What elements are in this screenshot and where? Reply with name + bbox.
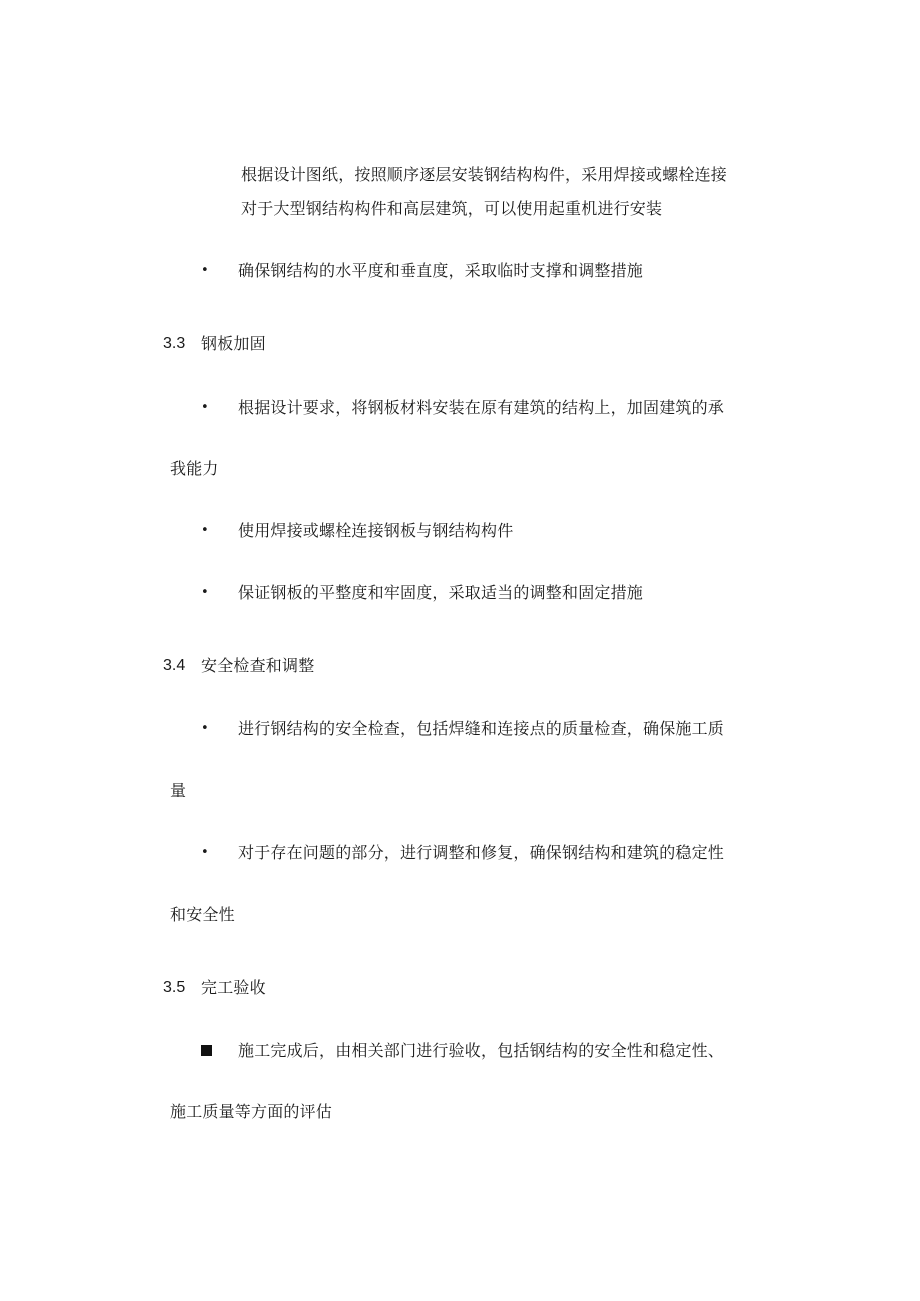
section-3-3-number: 3.3 [163, 335, 186, 352]
bullet-marker: • [201, 845, 209, 860]
bullet-marker: • [201, 721, 209, 736]
bullet-marker: • [201, 523, 209, 538]
section-3-5-title: 完工验收 [201, 978, 266, 997]
section-3-3-bullet-3: 保证钢板的平整度和牢固度，采取适当的调整和固定措施 [238, 583, 644, 602]
bullet-marker: • [201, 585, 209, 600]
section-3-4-bullet-1-line-1: 进行钢结构的安全检查，包括焊缝和连接点的质量检查，确保施工质 [238, 719, 725, 738]
section-3-4-bullet-1-line-2: 量 [170, 781, 187, 800]
section-3-3-title: 钢板加固 [201, 334, 266, 353]
intro-line-2: 对于大型钢结构构件和高层建筑，可以使用起重机进行安装 [241, 199, 663, 218]
section-3-5-bullet-1-line-1: 施工完成后，由相关部门进行验收，包括钢结构的安全性和稳定性、 [238, 1041, 725, 1060]
square-bullet-icon [201, 1045, 212, 1056]
section-3-5-number: 3.5 [163, 979, 186, 996]
bullet-text-level: 确保钢结构的水平度和垂直度，采取临时支撑和调整措施 [238, 261, 644, 280]
section-3-4-title: 安全检查和调整 [201, 656, 315, 675]
bullet-marker: • [201, 400, 209, 415]
section-3-3-bullet-1-line-1: 根据设计要求，将钢板材料安装在原有建筑的结构上，加固建筑的承 [238, 398, 725, 417]
section-3-5-bullet-1-line-2: 施工质量等方面的评估 [170, 1102, 333, 1121]
intro-line-1: 根据设计图纸，按照顺序逐层安装钢结构构件，采用焊接或螺栓连接 [241, 165, 728, 184]
section-3-4-number: 3.4 [163, 657, 186, 674]
section-3-3-bullet-1-line-2: 我能力 [170, 459, 219, 478]
section-3-4-bullet-2-line-2: 和安全性 [170, 905, 235, 924]
section-3-4-bullet-2-line-1: 对于存在问题的部分，进行调整和修复，确保钢结构和建筑的稳定性 [238, 843, 725, 862]
section-3-3-bullet-2: 使用焊接或螺栓连接钢板与钢结构构件 [238, 521, 514, 540]
bullet-marker: • [201, 263, 209, 278]
